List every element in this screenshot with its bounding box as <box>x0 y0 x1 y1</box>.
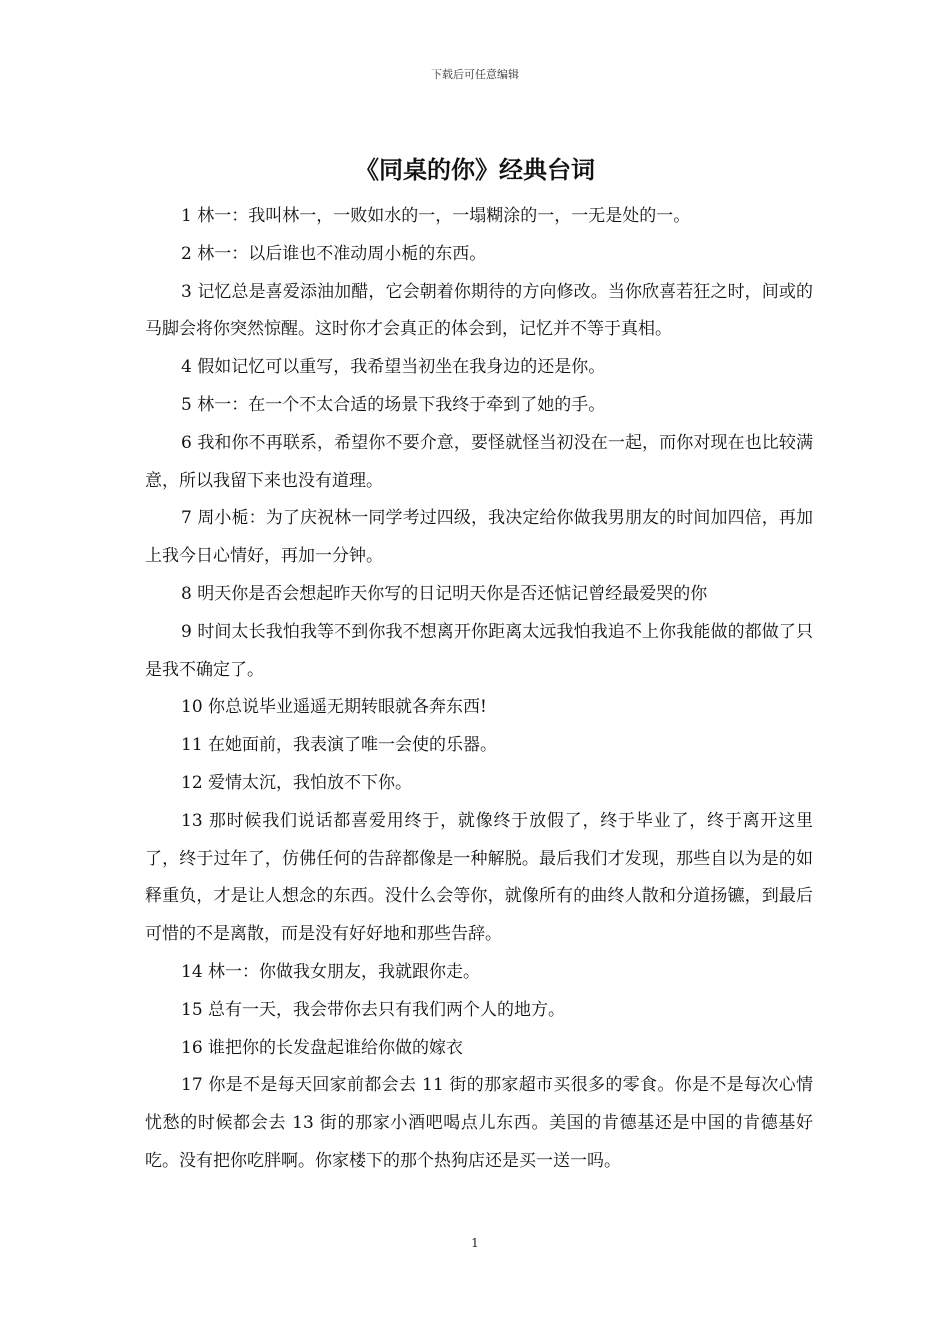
quote-paragraph: 3 记忆总是喜爱添油加醋，它会朝着你期待的方向修改。当你欣喜若狂之时，间或的马脚会将你突然惊醒。这时你才会真正的体会到，记忆并不等于真相。 <box>145 281 813 340</box>
quote-paragraph: 1 林一：我叫林一，一败如水的一，一塌糊涂的一，一无是处的一。 <box>181 206 691 226</box>
quote-paragraph: 4 假如记忆可以重写，我希望当初坐在我身边的还是你。 <box>181 357 606 378</box>
page-number: 1 <box>471 1236 479 1250</box>
quote-paragraph: 17 你是不是每天回家前都会去 11 街的那家超市买很多的零食。你是不是每次心情忧愁的时候都会去 13 街的那家小酒吧喝点儿东西。美国的肯德基还是中国的肯德基好吃。没有把你吃胖啊。你家楼下的那个热狗店还是买一送一吗。 <box>145 1075 813 1171</box>
quote-paragraph: 15 总有一天，我会带你去只有我们两个人的地方。 <box>181 999 566 1020</box>
quote-paragraph: 2 林一：以后谁也不准动周小栀的东西。 <box>181 243 487 264</box>
quote-paragraph: 9 时间太长我怕我等不到你我不想离开你距离太远我怕我追不上你我能做的都做了只是我不确定了。 <box>145 621 813 680</box>
quote-paragraph: 12 爱情太沉，我怕放不下你。 <box>181 772 413 793</box>
quote-paragraph: 8 明天你是否会想起昨天你写的日记明天你是否还惦记曾经最爱哭的你 <box>181 583 708 604</box>
quote-paragraph: 16 谁把你的长发盘起谁给你做的嫁衣 <box>181 1037 464 1058</box>
page-title: 《同桌的你》经典台词 <box>355 156 595 184</box>
quote-paragraph: 14 林一：你做我女朋友，我就跟你走。 <box>181 961 481 982</box>
quote-paragraph: 11 在她面前，我表演了唯一会使的乐器。 <box>181 735 498 756</box>
quote-paragraph: 7 周小栀：为了庆祝林一同学考过四级，我决定给你做我男朋友的时间加四倍，再加上我今日心情好，再加一分钟。 <box>145 508 813 567</box>
quote-paragraph: 5 林一：在一个不太合适的场景下我终于牵到了她的手。 <box>181 394 606 415</box>
quote-paragraph: 13 那时候我们说话都喜爱用终于，就像终于放假了，终于毕业了，终于离开这里了，终于过年了，仿佛任何的告辞都像是一种解脱。最后我们才发现，那些自以为是的如释重负，才是让人想念的东西。没什么会等你，就像所有的曲终人散和分道扬镳，到最后可惜的不是离散，而是没有好好地和那些告辞。 <box>145 810 813 945</box>
quote-list <box>145 198 813 1181</box>
quote-paragraph: 6 我和你不再联系，希望你不要介意，要怪就怪当初没在一起，而你对现在也比较满意，所以我留下来也没有道理。 <box>145 432 813 491</box>
header-note: 下载后可任意编辑 <box>431 68 519 81</box>
quote-paragraph: 10 你总说毕业遥遥无期转眼就各奔东西! <box>181 697 487 718</box>
